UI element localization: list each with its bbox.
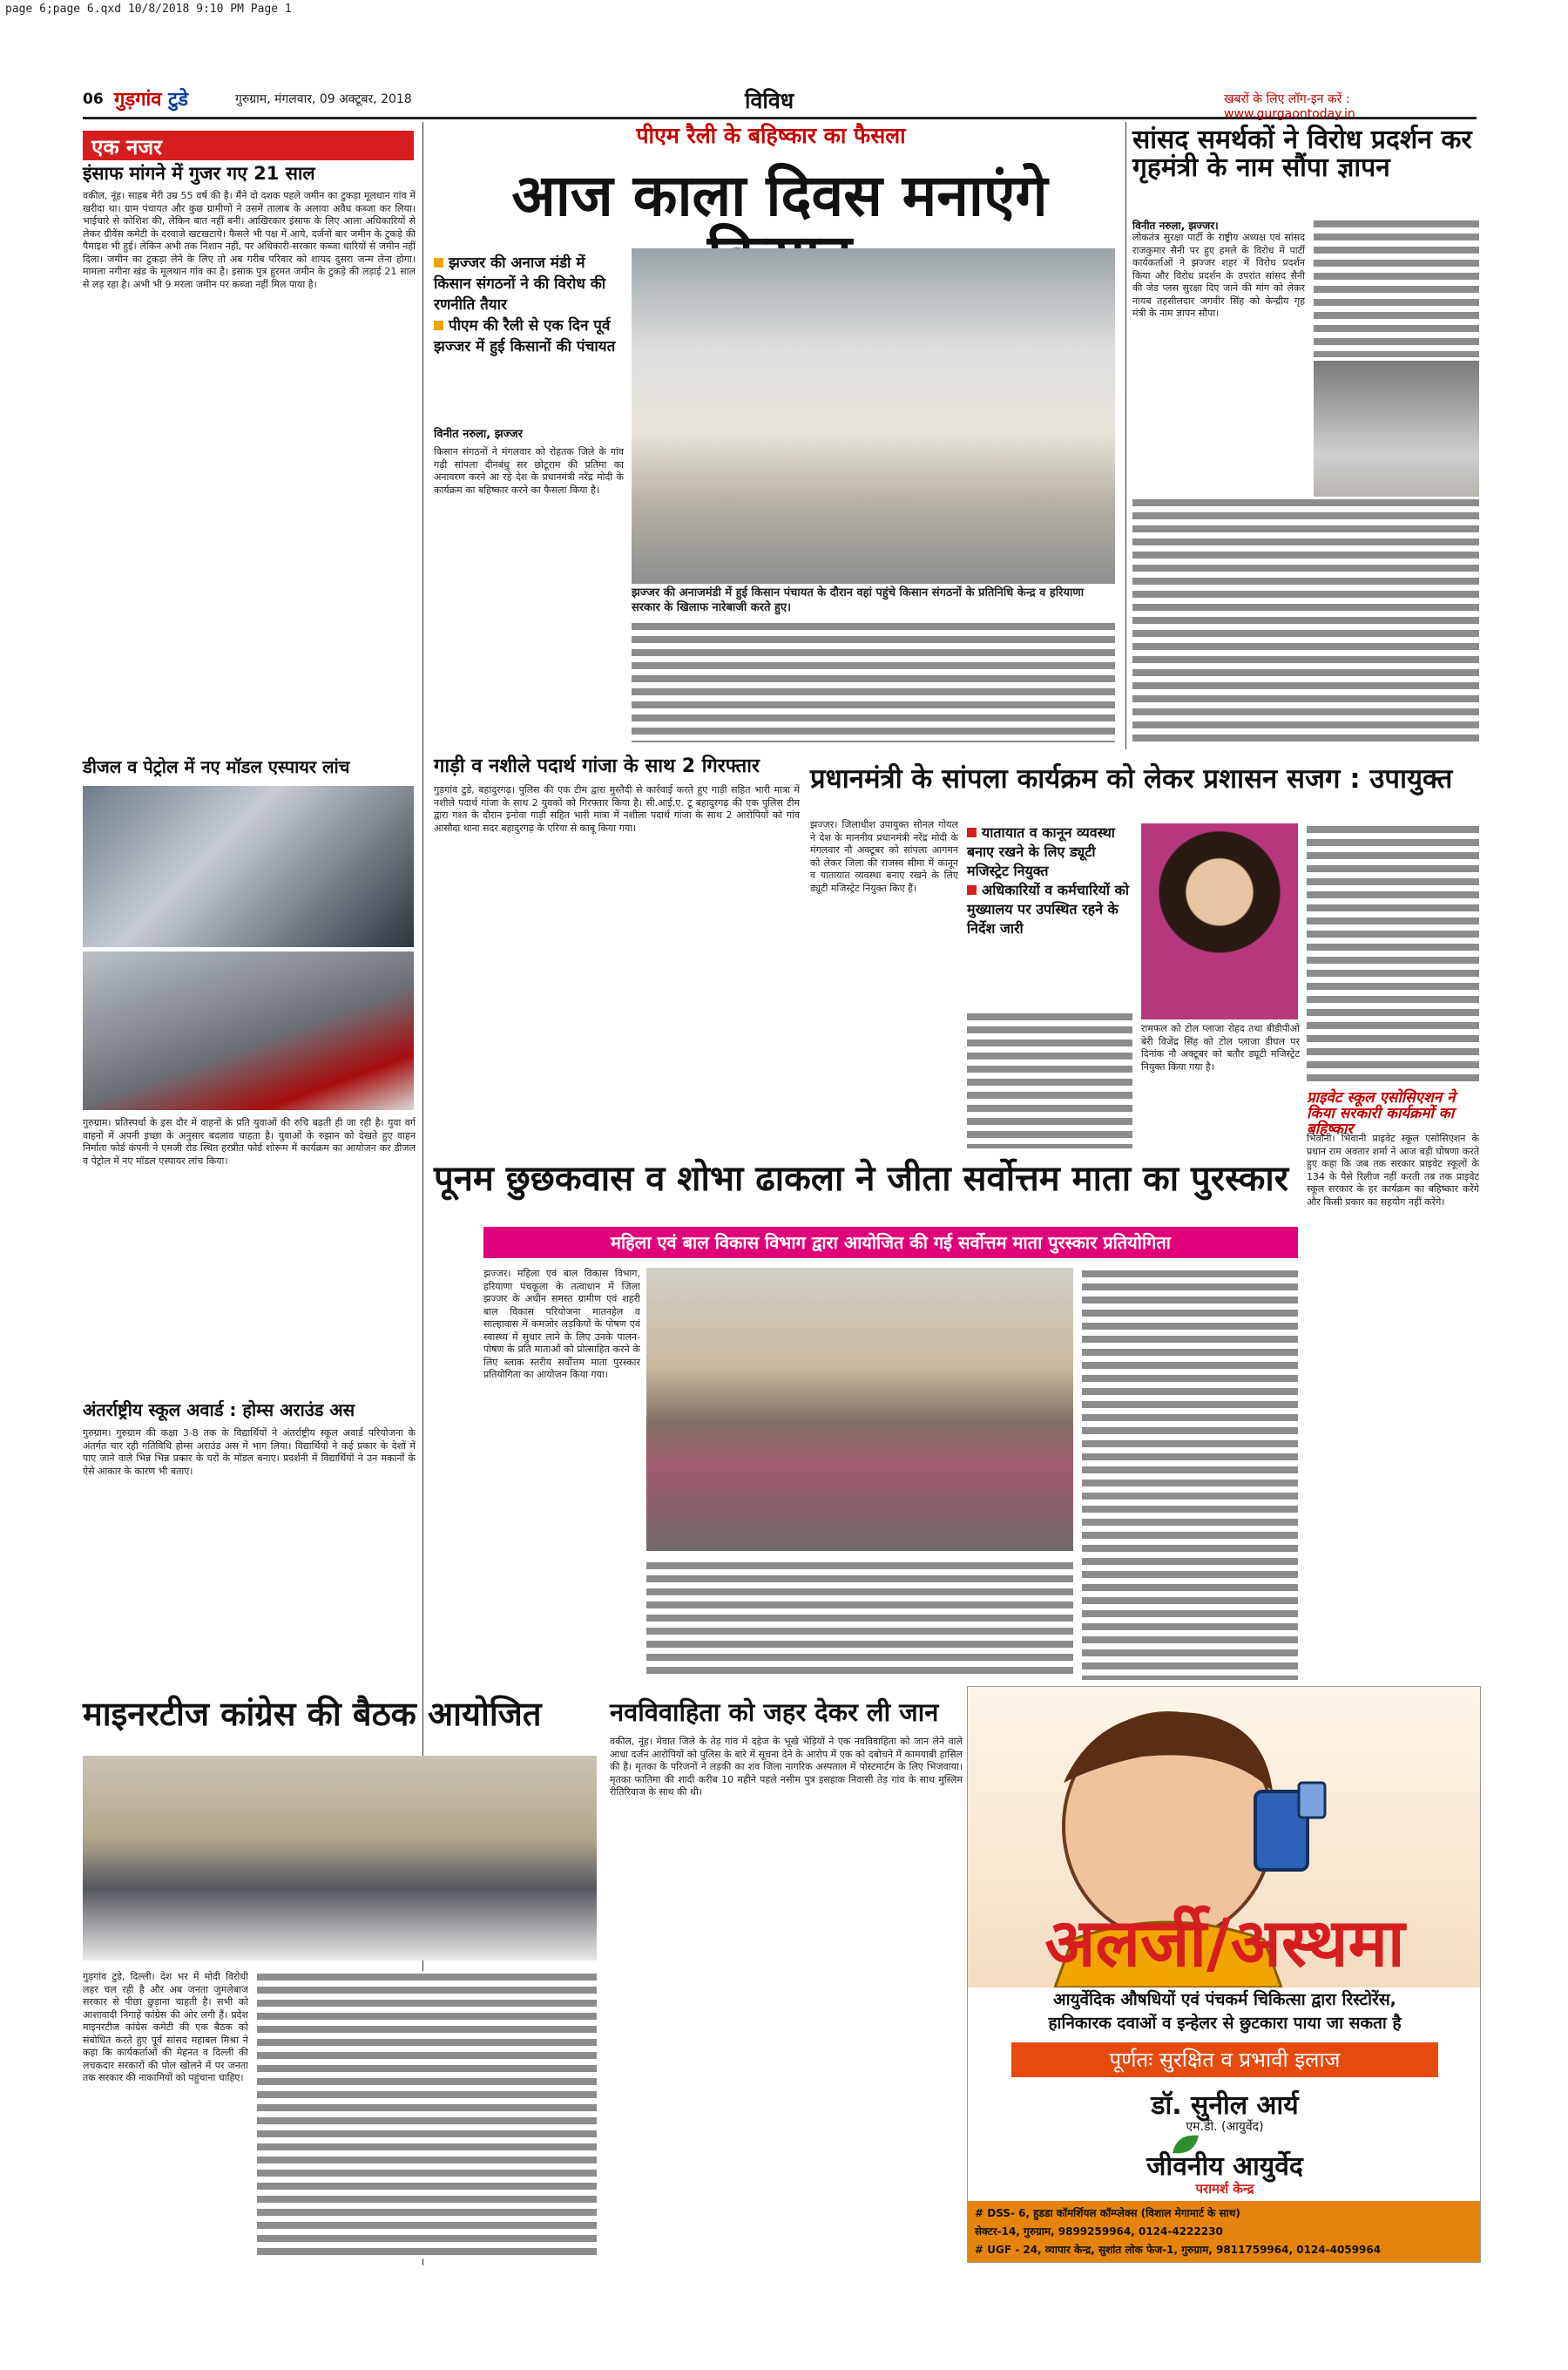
column-rule [1125, 122, 1126, 749]
pm-prog-body: झज्जर। जिलाधीश उपायुक्त सोनल गोयल ने देश के माननीय प्रधानमंत्री नरेंद्र मोदी के मंगलवार नौ अक्टूबर को सांपला आगमन को लेकर जिला की राजस्व सीमा में कानून व यातायात व्यवस्था बनाए रखने के लिए ड्यूटी मजिस्ट्रेट नियुक्त किए हैं। [810, 819, 958, 894]
pm-prog-bullet [967, 881, 1132, 938]
website-tagline: खबरों के लिए लॉग-इन करें : www.gurgaontoday.in [1224, 92, 1355, 121]
minority-photo [83, 1756, 597, 1960]
lead-kicker: पीएम रैली के बहिष्कार का फैसला [636, 123, 906, 148]
minority-headline: माइनरटीज कांग्रेस की बैठक आयोजित [83, 1695, 542, 1733]
saansad-byline: विनीत नरुला, झज्जर। [1132, 220, 1219, 232]
pm-prog-headline: प्रधानमंत्री के सांपला कार्यक्रम को लेकर प्रशासन सजग : उपायुक्त [810, 763, 1453, 795]
lead-bullet [434, 253, 624, 315]
pm-prog-body-col2 [967, 1011, 1132, 1148]
private-school-body: भिवानी। भिवानी प्राइवेट स्कूल एसोसिएशन के प्रधान राम अवतार शर्मा ने आज बड़ी घोषणा करते हुए कहा कि जब तक सरकार प्राइवेट स्कूलों के 134 के पैसे रिलीज नहीं करती तब तक प्राइवेट स्कूल सरकार के हर कार्यक्रम का बहिष्कार करेंगे और किसी प्रकार का सहयोग नहीं करेंगे। [1307, 1133, 1479, 1208]
dc-portrait [1141, 823, 1298, 1019]
ganja-headline: गाड़ी व नशीले पदार्थ गांजा के साथ 2 गिरफ्तार [434, 755, 760, 777]
lead-body-cols [632, 620, 1115, 742]
print-slug: page 6;page 6.qxd 10/8/2018 9:10 PM Page 1 [5, 3, 292, 16]
dealer-photo-1 [83, 786, 414, 947]
brand-word-a: गुड़गांव [114, 89, 162, 111]
section-name: विविध [745, 88, 794, 113]
school-headline: अंतर्राष्ट्रीय स्कूल अवार्ड : होम्स अराउंड अस [83, 1399, 355, 1420]
mother-body: झज्जर। महिला एवं बाल विकास विभाग, हरियाणा पंचकूला के तत्वाधान में जिला झज्जर के अधीन समस्त ग्रामीण एवं शहरी बाल विकास परियोजना मातनहेल व साल्हावास में कमजोर लड़कियों के पोषण एवं स्वास्थ्य में सुधार लाने के लिए उनके पालन-पोषण के प्रति माताओं को प्रोत्साहित करने के लिए ब्लाक स्तरीय सर्वोत्तम माता पुरस्कार प्रतियोगिता का आयोजन किया गया। [483, 1268, 640, 1380]
ad-address-3: # UGF - 24, व्यापार केन्द्र, सुशांत लोक फेज-1, गुरुग्राम, 9811759964, 0124-4059964 [975, 2244, 1382, 2256]
brand-logo [114, 85, 188, 112]
lead-body-col1: किसान संगठनों ने मंगलवार को रोहतक जिले के गांव गढ़ी सांपला दीनबंधु सर छोटूराम की प्रतिमा का अनावरण करने आ रहे देश के प्रधानमंत्री नरेंद्र मोदी के कार्यक्रम का बहिष्कार करने का फैसला किया है। [434, 446, 624, 496]
lead-headline: आज काला दिवस मनाएंगे [511, 162, 1048, 229]
ek-nazar-body: वकील, नूंह। साहब मेरी उम्र 55 वर्ष की है। मैंने दो दशक पहले जमीन का टुकड़ा मूलधान गांव में खरीदा था। ग्राम पंचायत और कुछ ग्रामीणों ने उसमें तालाब के अलावा अवैध कब्जा कर लिया। भाईचारे से कोशिश की, लेकिन बात नहीं बनी। आखिरकार इंसाफ के लिए आला अधिकारियों से लेकर ग्रीवेंस कमेटी के दरवाजे खटखटाये। फैसले भी पक्ष में आये, दर्जनों बार जमीन के टुकड़े की पैमाइश भी हुई। लेकिन अभी तक निशान नहीं, पर अधिकारी-सरकार कब्जा धारियों से जमीन नहीं दिला। जमीन का टुकड़ा लेने के लिए तो अब गरीब परिवार को शायद दुसरा जन्म लेना होगा। मामला नगीना खंड के मूलथान गांव का है। इसाक पुत्र हुरमत जमीन के टुकड़े की लड़ाई 21 साल से लड़ रहा है। अभी भी 9 मरला जमीन पर कब्जा नहीं मिल पाया है। [83, 190, 416, 290]
pm-prog-bullets [967, 823, 1132, 998]
dowry-headline: नवविवाहिता को जहर देकर ली जान [610, 1697, 939, 1727]
pm-prog-caption: रामफल को टोल प्लाजा रोहद तथा बीडीपीओ बेरी विजेंद्र सिंह को टोल प्लाजा डीघल पर दिनांक नौ अक्टूबर को बतौर ड्यूटी मजिस्ट्रेट नियुक्त किया गया है। [1141, 1023, 1300, 1073]
bullet-square-icon [434, 258, 443, 267]
lead-bullet-text: पीएम की रैली से एक दिन पूर्व झज्जर में हुई किसानों की पंचायत [434, 317, 616, 356]
issue-date: गुरुग्राम, मंगलवार, 09 अक्टूबर, 2018 [235, 92, 412, 106]
ganja-body: गुड़गांव टुडे, बहादुरगढ़। पुलिस की एक टीम द्वारा मुस्तैदी से कार्रवाई करते हुए गाड़ी सहित भारी मात्रा में नशीले पदार्थ गांजा के साथ 2 युवकों को गिरफ्तार किया है। सी.आई.ए. टू बहादुरगढ़ की एक पुलिस टीम द्वारा गश्त के दौरान इनोवा गाड़ी सहित भारी मात्रा में नशीला पदार्थ गांजा के साथ 2 आरोपियों को गांव आसौदा थाना सदर बहादुरगढ़ के एरिया से काबू किया गया। [434, 784, 800, 834]
ad-brand-sub: परामर्श केन्द्र [1195, 2181, 1254, 2197]
pm-prog-bullet [967, 823, 1132, 881]
mother-subhead: महिला एवं बाल विकास विभाग द्वारा आयोजित की गई सर्वोत्तम माता पुरस्कार प्रतियोगिता [483, 1227, 1298, 1258]
dealer-photo-2 [83, 951, 414, 1110]
ad-banner: पूर्णतः सुरक्षित व प्रभावी इलाज [1011, 2042, 1438, 2077]
minority-body: गुड़गांव टुडे, दिल्ली। देश भर में मोदी विरोधी लहर चल रही है और अब जनता जुमलेबाज सरकार से पीछा छुड़ाना चाहती है। सभी को आशावादी निगाहें कांग्रेस की ओर लगी हैं। प्रदेश माइनरटीज कांग्रेस कमेटी की एक बैठक को संबोधित करते हुए पूर्व सांसद महाबल मिश्रा ने कहा कि कार्यकर्ताओं की मेहनत व दिल्ली की लचकदार सरकारों की पोल खोलने में पर जनता तक सरकार की नाकामियों को पहुंचाना चाहिए। [83, 1971, 248, 2083]
lead-bullets [434, 253, 624, 411]
pm-prog-bullet-text: यातायात व कानून व्यवस्था बनाए रखने के लिए ड्यूटी मजिस्ट्रेट नियुक्त [967, 824, 1115, 879]
ek-nazar-label: एक नजर [83, 131, 414, 160]
ad-doctor: डॉ. सुनील आर्य [1151, 2090, 1299, 2121]
bullet-square-icon [434, 321, 443, 330]
mother-body-col-right [1082, 1268, 1298, 1680]
bullet-square-icon [967, 828, 977, 837]
ad-sub2: हानिकारक दवाओं व इन्हेलर से छुटकारा पाया जा सकता है [1048, 2014, 1402, 2033]
ek-nazar-headline: इंसाफ मांगने में गुजर गए 21 साल [83, 163, 315, 184]
bullet-square-icon [967, 885, 977, 895]
ad-sub1: आयुर्वेदिक औषधियों एवं पंचकर्म चिकित्सा द्वारा रिस्टोरेंस, [1053, 1990, 1396, 2009]
page-header [83, 85, 1477, 119]
lead-bullet [434, 315, 624, 357]
mother-body-cols [646, 1560, 1073, 1680]
lead-caption: झज्जर की अनाजमंडी में हुई किसान पंचायत के दौरान वहां पहुंचे किसान संगठनों के प्रतिनिधि केन्द्र व हरियाणा सरकार के खिलाफ नारेबाजी करते हुए। [632, 586, 1085, 614]
ad-title: अलर्जी/अस्थमा [1044, 1904, 1405, 1981]
lead-photo [632, 248, 1115, 584]
dealer-body: गुरुग्राम। प्रतिस्पर्धा के इस दौर में वाहनों के प्रति युवाओं की रुचि बढ़ती ही जा रही है। युवा वर्ग वाहनों में अपनी इच्छा के अनुसार बदलाव चाहता है। युवाओं के रुझान को देखते हुए वाहन निर्माता फोर्ड कंपनी ने एमजी रोड स्थित हरप्रीत फोर्ड शोरूम में कार्यक्रम का आयोजन कर डीजल व पेट्रोल में नए मॉडल एस्पायर लांच किया। [83, 1117, 416, 1167]
saansad-headline: सांसद समर्थकों ने विरोध प्रदर्शन कर गृहमंत्री के नाम सौंपा ज्ञापन [1132, 125, 1472, 183]
ad-allergy-asthma [967, 1686, 1481, 2263]
brand-word-b: टुडे [168, 89, 189, 111]
private-school-headline: प्राइवेट स्कूल एसोसिएशन ने किया सरकारी कार्यक्रमों का बहिष्कार [1307, 1089, 1456, 1138]
ad-brand: जीवनीय आयुर्वेद [1146, 2151, 1303, 2182]
saansad-body: लोकतंत्र सुरक्षा पार्टी के राष्ट्रीय अध्यक्ष एवं सांसद राजकुमार सैनी पर हुए हमले के विरोध में पार्टी कार्यकर्ताओं ने झज्जर शहर में विरोध प्रदर्शन किया और विरोध प्रदर्शन के उपरांत सांसद सैनी की जेड प्लस सुरक्षा दिए जाने की मांग को लेकर नायब तहसीलदार जगवीर सिंह को केन्द्रीय गृह मंत्री के नाम ज्ञापन सौंपा। [1132, 232, 1305, 319]
school-body: गुरुग्राम। गुरुग्राम की कक्षा 3-8 तक के विद्यार्थियों ने अंतर्राष्ट्रीय स्कूल अवार्ड परियोजना के अंतर्गत चार रही गतिविधि होम्स अराउंड अस में भाग लिया। विद्यार्थियों ने कई प्रकार के देशों में पाए जाने वाले भिन्न भिन्न प्रकार के घरों के मॉडल बनाए। प्रदर्शनी में विद्यार्थियों ने उन मकानों के ऐसे आकार के कारण भी बताए। [83, 1427, 416, 1477]
ad-address-2: सेक्टर-14, गुरुग्राम, 9899259964, 0124-4222230 [975, 2225, 1223, 2238]
pm-prog-bullet-text: अधिकारियों व कर्मचारियों को मुख्यालय पर उपस्थित रहने के निर्देश जारी [967, 882, 1130, 937]
ad-degree: एम.डी. (आयुर्वेद) [1186, 2120, 1264, 2134]
saansad-body-col2 [1314, 218, 1479, 357]
dowry-body: वकील, नूंह। मेवात जिले के तेड़ गांव में दहेज के भूखे भेड़ियों ने एक नवविवाहिता को जान लेने वाले आधा दर्जन आरोपियों को पुलिस के बारे में सूचना देने के आरोप में एक को दबोचने में कामयाबी हासिल की है। मृतका के परिजनों ने लड़की का शव जिला नागरिक अस्पताल में पोस्टमार्टम के लिए भिजवाया। मृतका फातिमा की शादी करीब 10 महीने पहले नसीम पुत्र इसहाक निवासी तेड़ गांव के साथ मुस्लिम रीतिरिवाज के साथ की थी। [610, 1736, 963, 1798]
ad-address-1: # DSS- 6, हुडडा कॉमर्शियल कॉम्प्लेक्स (विशाल मेगामार्ट के साथ) [975, 2207, 1240, 2219]
mother-photo [646, 1268, 1073, 1551]
mother-headline: पूनम छुछकवास व शोभा ढाकला ने जीता सर्वोत्तम माता का पुरस्कार [434, 1159, 1289, 1199]
page-number: 06 [83, 91, 104, 108]
dealer-headline: डीजल व पेट्रोल में नए मॉडल एस्पायर लांच [83, 756, 350, 777]
pm-prog-body-col3 [1307, 823, 1479, 1085]
minority-body-cols [257, 1971, 597, 2258]
lead-bullet-text: झज्जर की अनाज मंडी में किसान संगठनों ने की विरोध की रणनीति तैयार [434, 254, 606, 314]
saansad-body-more [1132, 497, 1479, 745]
lead-byline: विनीत नरुला, झज्जर [434, 428, 523, 441]
ad-address-bar [968, 2201, 1481, 2263]
